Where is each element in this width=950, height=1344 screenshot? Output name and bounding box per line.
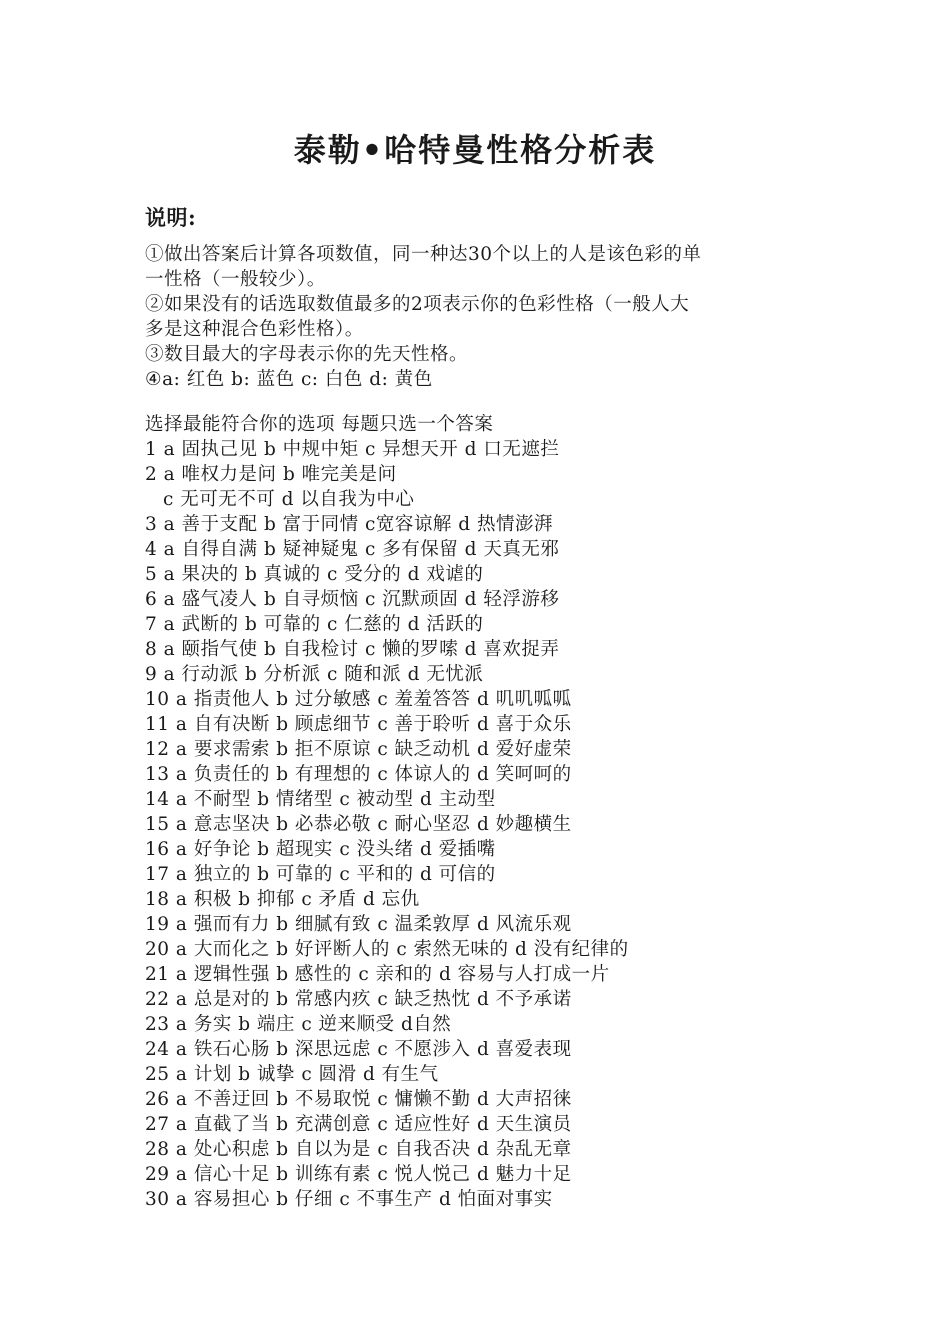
- question-line: 12 a 要求需索 b 拒不原谅 c 缺乏动机 d 爱好虚荣: [145, 739, 572, 760]
- question-line: 25 a 计划 b 诚挚 c 圆滑 d 有生气: [145, 1064, 439, 1085]
- note-line: ①做出答案后计算各项数值，同一种达30个以上的人是该色彩的单: [145, 244, 702, 265]
- question-line: 15 a 意志坚决 b 必恭必敬 c 耐心坚忍 d 妙趣横生: [145, 814, 572, 835]
- question-line: 19 a 强而有力 b 细腻有致 c 温柔敦厚 d 风流乐观: [145, 914, 572, 935]
- question-line: 14 a 不耐型 b 情绪型 c 被动型 d 主动型: [145, 789, 496, 810]
- question-line: 26 a 不善迂回 b 不易取悦 c 慵懒不勤 d 大声招徕: [145, 1089, 572, 1110]
- question-line: 3 a 善于支配 b 富于同情 c宽容谅解 d 热情澎湃: [145, 514, 554, 535]
- note-line: ④a: 红色 b: 蓝色 c: 白色 d: 黄色: [145, 369, 433, 390]
- question-line: 11 a 自有决断 b 顾虑细节 c 善于聆听 d 喜于众乐: [145, 714, 572, 735]
- question-line: 24 a 铁石心肠 b 深思远虑 c 不愿涉入 d 喜爱表现: [145, 1039, 572, 1060]
- question-line: 10 a 指责他人 b 过分敏感 c 羞羞答答 d 叽叽呱呱: [145, 689, 572, 710]
- question-line: 20 a 大而化之 b 好评断人的 c 索然无味的 d 没有纪律的: [145, 939, 629, 960]
- question-line: 16 a 好争论 b 超现实 c 没头绪 d 爱插嘴: [145, 839, 496, 860]
- question-line: 1 a 固执己见 b 中规中矩 c 异想天开 d 口无遮拦: [145, 439, 560, 460]
- question-line: 2 a 唯权力是问 b 唯完美是问: [145, 464, 397, 485]
- note-line: 多是这种混合色彩性格）。: [145, 319, 364, 340]
- question-line: 17 a 独立的 b 可靠的 c 平和的 d 可信的: [145, 864, 496, 885]
- quiz-intro: 选择最能符合你的选项 每题只选一个答案: [145, 414, 494, 435]
- question-line: 21 a 逻辑性强 b 感性的 c 亲和的 d 容易与人打成一片: [145, 964, 610, 985]
- question-line: 28 a 处心积虑 b 自以为是 c 自我否决 d 杂乱无章: [145, 1139, 572, 1160]
- question-line: 22 a 总是对的 b 常感内疚 c 缺乏热忱 d 不予承诺: [145, 989, 572, 1010]
- instructions-heading: 说明:: [145, 205, 197, 230]
- question-line: 29 a 信心十足 b 训练有素 c 悦人悦己 d 魅力十足: [145, 1164, 572, 1185]
- note-line: ②如果没有的话选取数值最多的2项表示你的色彩性格（一般人大: [145, 294, 690, 315]
- question-line: 9 a 行动派 b 分析派 c 随和派 d 无忧派: [145, 664, 484, 685]
- question-line: 27 a 直截了当 b 充满创意 c 适应性好 d 天生演员: [145, 1114, 572, 1135]
- question-line: 8 a 颐指气使 b 自我检讨 c 懒的罗嗦 d 喜欢捉弄: [145, 639, 560, 660]
- question-line: 4 a 自得自满 b 疑神疑鬼 c 多有保留 d 天真无邪: [145, 539, 560, 560]
- document-title: 泰勒•哈特曼性格分析表: [293, 131, 657, 169]
- question-line: 6 a 盛气凌人 b 自寻烦恼 c 沉默顽固 d 轻浮游移: [145, 589, 560, 610]
- question-line: 30 a 容易担心 b 仔细 c 不事生产 d 怕面对事实: [145, 1189, 553, 1210]
- question-line: 18 a 积极 b 抑郁 c 矛盾 d 忘仇: [145, 889, 420, 910]
- quiz-section: [145, 412, 825, 1212]
- question-line: 23 a 务实 b 端庄 c 逆来顺受 d自然: [145, 1014, 452, 1035]
- question-line: 7 a 武断的 b 可靠的 c 仁慈的 d 活跃的: [145, 614, 484, 635]
- question-line: c 无可无不可 d 以自我为中心: [163, 489, 415, 510]
- question-line: 5 a 果决的 b 真诚的 c 受分的 d 戏谑的: [145, 564, 484, 585]
- question-line: 13 a 负责任的 b 有理想的 c 体谅人的 d 笑呵呵的: [145, 764, 572, 785]
- section-spacer: [145, 392, 825, 412]
- note-line: 一性格（一般较少）。: [145, 269, 326, 290]
- document-body: [145, 198, 825, 1212]
- note-line: ③数目最大的字母表示你的先天性格。: [145, 344, 469, 365]
- instructions-notes: [145, 242, 825, 392]
